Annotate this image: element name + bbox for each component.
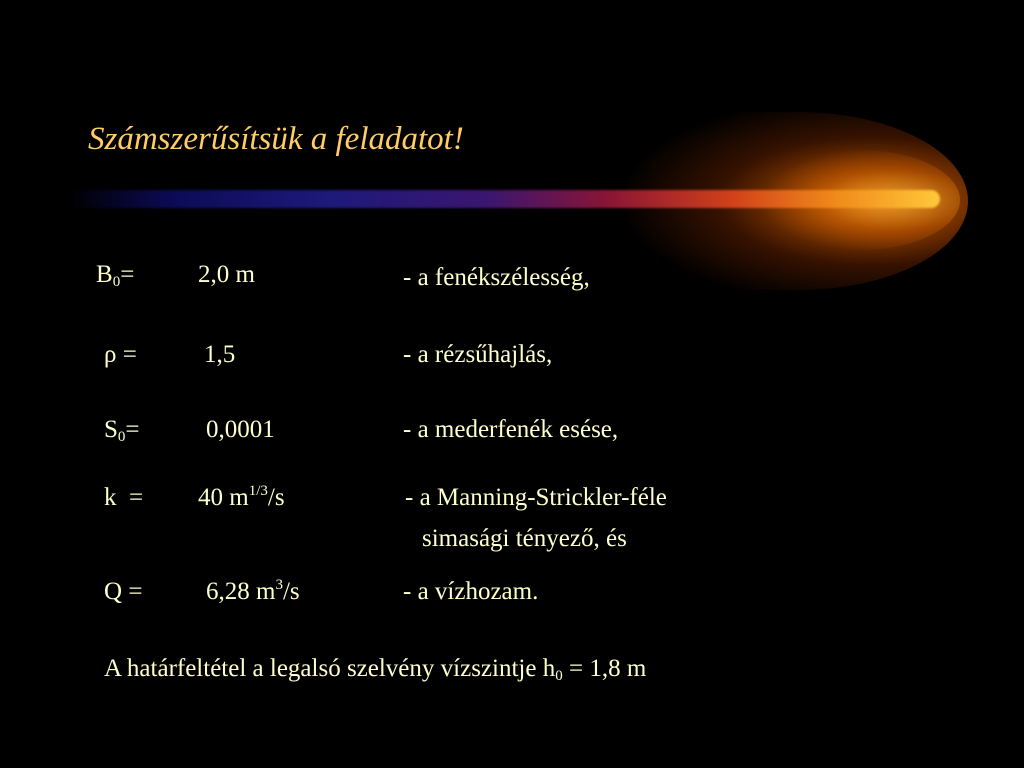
row-k-value: 40 $m^{1/3}/s$: [198, 483, 285, 511]
row-b0-value: 2,0 m: [198, 261, 255, 288]
boundary-condition-text: A határfeltétel a legalsó szelvény vízszintje $h_0 = 1,8$ m: [104, 655, 647, 684]
row-k-description: - a Manning-Strickler-féle: [405, 484, 667, 511]
row-q-value: 6,28 $m^3/s$: [206, 577, 300, 605]
row-q-symbol: Q =: [104, 578, 143, 605]
row-b0-symbol: $B_0=$: [96, 261, 135, 290]
comet-streak-decoration: [68, 190, 940, 208]
row-s0-value: 0,0001: [206, 416, 275, 443]
row-k-description-line2: simasági tényező, és: [422, 525, 627, 552]
slide-title: Számszerűsítsük a feladatot!: [88, 121, 464, 157]
row-s0-description: - a mederfenék esése,: [403, 416, 619, 443]
row-rho-description: - a rézsűhajlás,: [403, 341, 553, 368]
row-rho-value: 1,5: [204, 341, 236, 368]
row-b0-description: - a fenékszélesség,: [403, 264, 590, 291]
row-q-description: - a vízhozam.: [403, 578, 539, 605]
row-s0-symbol: $S_0=$: [104, 416, 140, 445]
row-rho-symbol: ρ =: [104, 341, 137, 368]
row-k-symbol: k =: [104, 484, 144, 511]
